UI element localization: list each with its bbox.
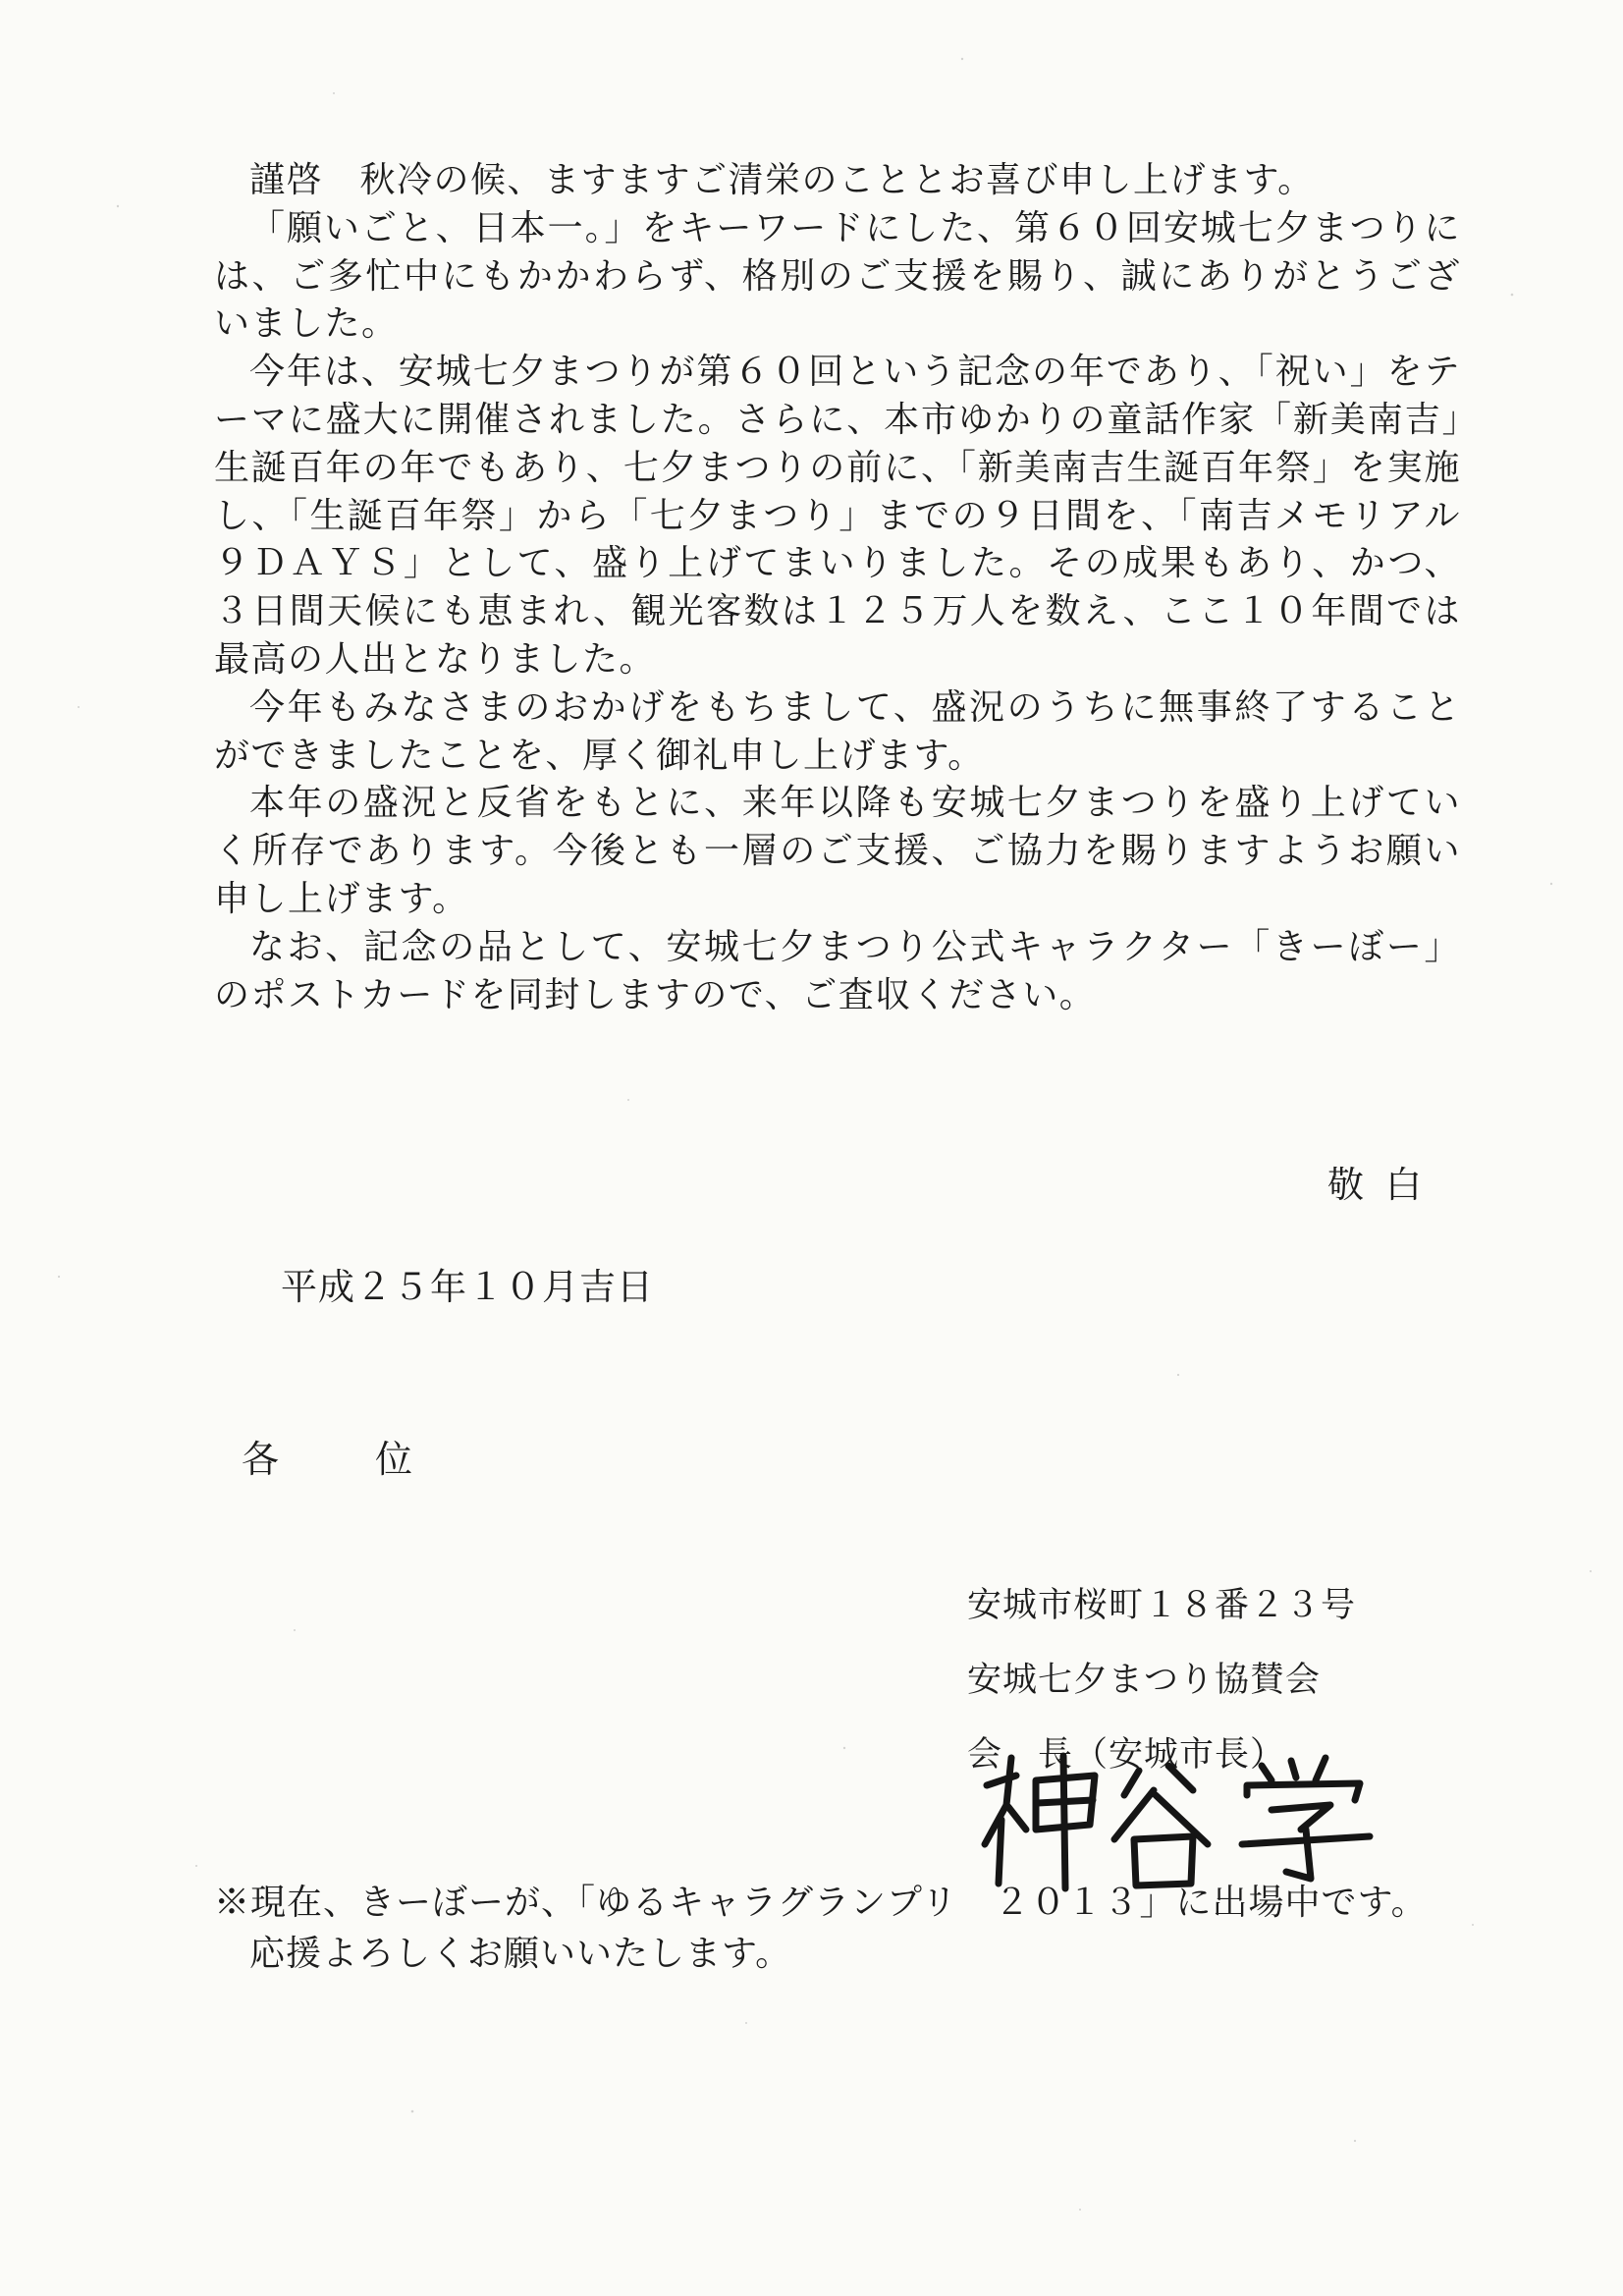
letter-body [214, 157, 1461, 1019]
gratitude-paragraph: 今年もみなさまのおかげをもちまして、盛況のうちに無事終了することができましたことを、厚く御礼申し上げます。 [214, 686, 1461, 776]
addressee: 各位 [242, 1438, 510, 1481]
note-line-2: 応援よろしくお願いいたします。 [249, 1934, 792, 1974]
request-paragraph: 本年の盛況と反省をもとに、来年以降も安城七夕まつりを盛り上げていく所存であります。今後とも一層のご支援、ご協力を賜りますようお願い申し上げます。 [214, 783, 1461, 919]
sender-title: 会 長（安城市長） [967, 1735, 1286, 1775]
letter-date: 平成２５年１０月吉日 [281, 1266, 654, 1308]
enclosure-paragraph: なお、記念の品として、安城七夕まつり公式キャラクター「きーぼー」のポストカードを同封しますので、ご査収ください。 [214, 926, 1461, 1015]
sender-address: 安城市桜町１８番２３号 [967, 1586, 1357, 1625]
handwritten-signature [967, 1746, 1380, 1893]
closing-salutation: 敬白 [1327, 1164, 1443, 1206]
postscript-note [214, 1878, 1490, 1980]
report-paragraph: 今年は、安城七夕まつりが第６０回という記念の年であり、「祝い」をテーマに盛大に開催されました。さらに、本市ゆかりの童話作家「新美南吉」生誕百年の年でもあり、七夕まつりの前に、「新美南吉生誕百年祭」を実施し、「生誕百年祭」から「七夕まつり」までの９日間を、「南吉メモリアル９ＤＡＹＳ」として、盛り上げてまいりました。その成果もあり、かつ、３日間天候にも恵まれ、観光客数は１２５万人を数え、ここ１０年間では最高の人出となりました。 [214, 352, 1461, 680]
note-line-1: ※現在、きーぼーが、「ゆるキャラグランプリ ２０１３」に出場中です。 [214, 1883, 1428, 1923]
thanks-paragraph: 「願いごと、日本一。」をキーワードにした、第６０回安城七夕まつりには、ご多忙中にもかかわらず、格別のご支援を賜り、誠にありがとうございました。 [214, 207, 1461, 345]
greeting-paragraph: 謹啓 秋冷の候、ますますご清栄のこととお喜び申し上げます。 [249, 160, 1315, 200]
sender-organization: 安城七夕まつり協賛会 [967, 1661, 1322, 1700]
